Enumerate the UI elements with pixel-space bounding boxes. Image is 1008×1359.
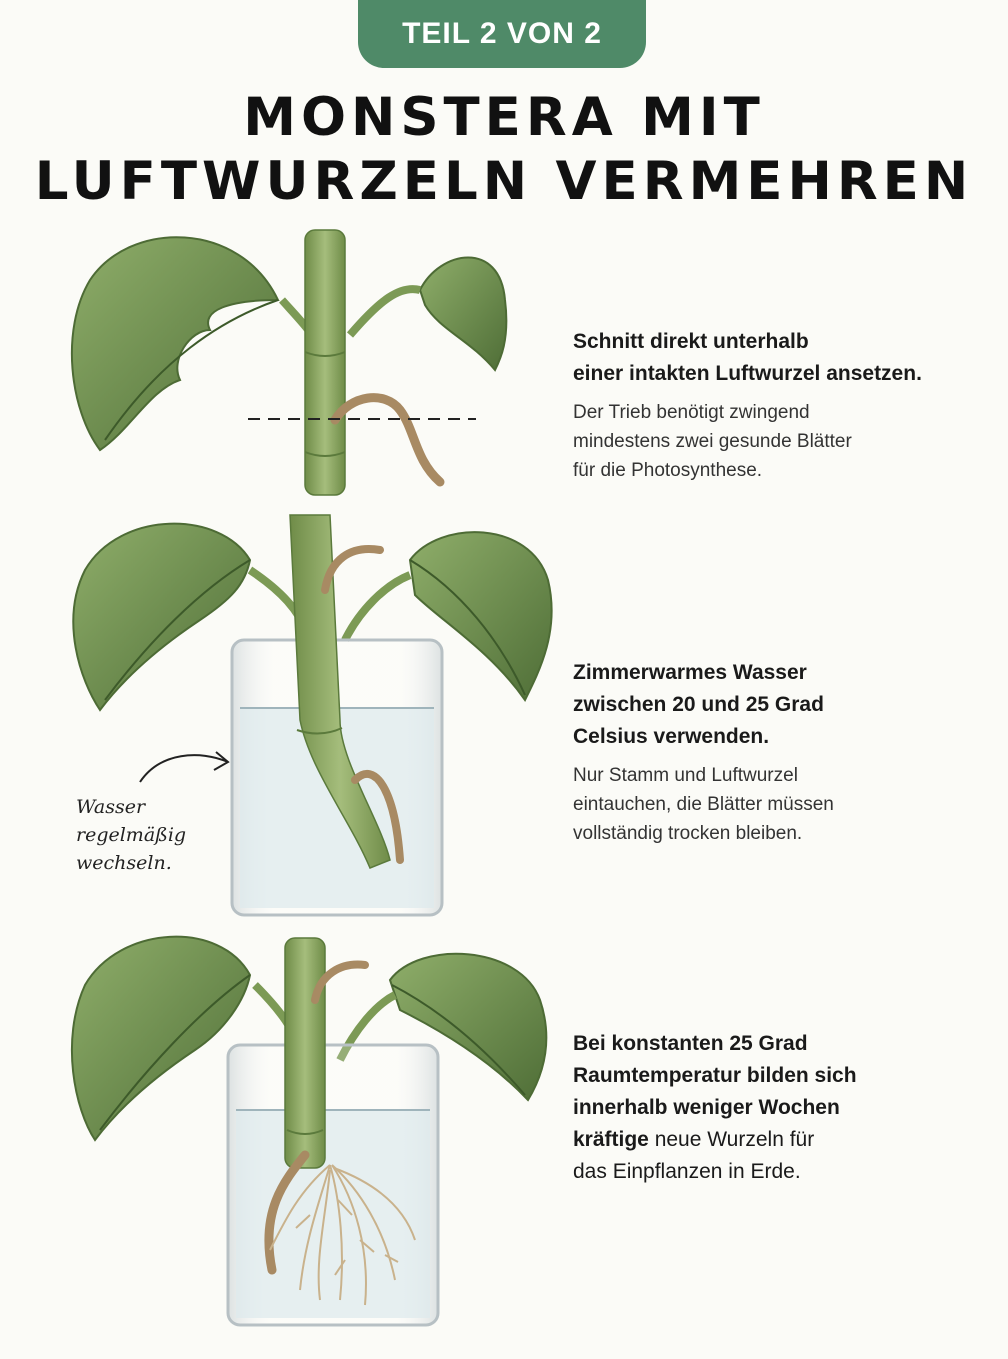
monstera-leaf-left — [73, 524, 250, 710]
step2-body-line: Nur Stamm und Luftwurzel — [573, 765, 798, 786]
step3-body-line: das Einpflanzen in Erde. — [573, 1160, 801, 1183]
step2-body-line: vollständig trocken bleiben. — [573, 823, 803, 844]
step2-heading-line: zwischen 20 und 25 Grad — [573, 693, 824, 716]
step1-body-line: mindestens zwei gesunde Blätter — [573, 431, 852, 452]
handwritten-note — [76, 793, 226, 877]
step1-body-line: Der Trieb benötigt zwingend — [573, 402, 810, 423]
aerial-root — [335, 398, 440, 482]
step2-heading — [573, 657, 993, 753]
monstera-leaf-left — [72, 937, 250, 1140]
step3-heading — [573, 1028, 993, 1124]
step1-text — [573, 326, 993, 485]
step3-body-rest: neue Wurzeln für — [648, 1128, 815, 1151]
step3-emphasis: kräftige — [573, 1128, 649, 1151]
step2-body — [573, 761, 993, 848]
note-line: wechseln. — [76, 852, 172, 874]
step1-heading-line: Schnitt direkt unterhalb — [573, 330, 809, 353]
step1-plant — [72, 230, 506, 495]
step1-body-line: für die Photosynthese. — [573, 460, 763, 481]
step3-body — [573, 1124, 993, 1188]
part-badge-label: TEIL 2 VON 2 — [402, 17, 602, 50]
step3-plant — [72, 937, 546, 1325]
step2-body-line: eintauchen, die Blätter müssen — [573, 794, 834, 815]
step3-heading-line: Bei konstanten 25 Grad — [573, 1032, 808, 1055]
step1-heading-line: einer intakten Luftwurzel ansetzen. — [573, 362, 922, 385]
note-line: regelmäßig — [76, 824, 187, 846]
note-line: Wasser — [76, 796, 146, 818]
step3-text — [573, 1028, 993, 1188]
step2-text — [573, 657, 993, 848]
step3-heading-line: Raumtemperatur bilden sich — [573, 1064, 857, 1087]
page-title-line-2: LUFTWURZELN VERMEHREN — [34, 151, 974, 212]
step1-heading — [573, 326, 993, 390]
monstera-leaf-left — [72, 237, 278, 450]
step3-heading-line: innerhalb weniger Wochen — [573, 1096, 840, 1119]
step3-body-line — [573, 1124, 993, 1156]
step2-heading-line: Zimmerwarmes Wasser — [573, 661, 807, 684]
step1-body — [573, 398, 993, 485]
step2-heading-line: Celsius verwenden. — [573, 725, 770, 748]
page-title-line-1: MONSTERA MIT — [243, 87, 765, 148]
leaf-right — [420, 258, 506, 371]
